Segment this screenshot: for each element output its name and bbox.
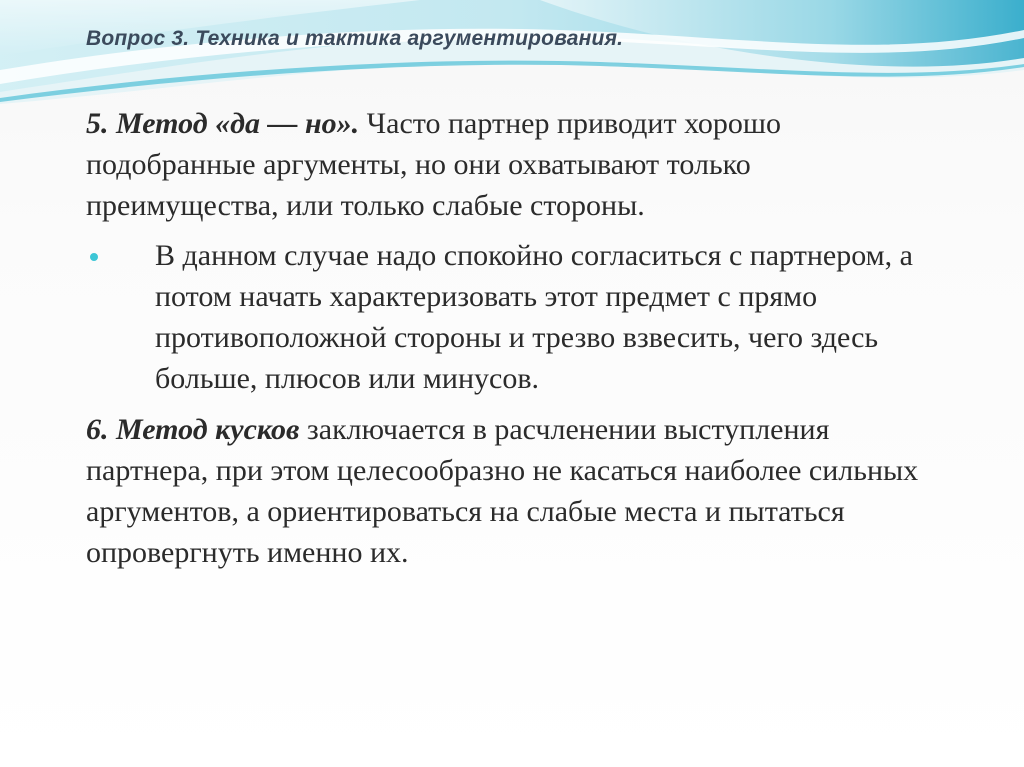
bullet-item bbox=[86, 235, 946, 399]
paragraph-method-pieces bbox=[86, 409, 946, 573]
bullet-text: В данном случае надо спокойно согласиться с партнером, а потом начать характеризовать этот предмет с прямо противоположной стороны и трезво взвесить, чего здесь больше, плюсов или минусов. bbox=[155, 239, 913, 395]
method-pieces-heading: 6. Метод кусков bbox=[86, 413, 300, 446]
slide-title: Вопрос 3. Техника и тактика аргументирования. bbox=[86, 27, 624, 50]
method-pieces-text: заключается в расчленении выступления партнера, при этом целесообразно не касаться наиболее сильных аргументов, а ориентироваться на слабые места и пытаться опровергнуть именно их. bbox=[86, 413, 919, 569]
bullet-dot-icon bbox=[90, 253, 98, 261]
slide-body bbox=[86, 103, 946, 582]
paragraph-method-yes-but bbox=[86, 103, 946, 226]
method-yes-but-heading: 5. Метод «да — но». bbox=[86, 107, 360, 140]
method-yes-but-text: Часто партнер приводит хорошо подобранные аргументы, но они охватывают только преимущества, или только слабые стороны. bbox=[86, 107, 782, 222]
